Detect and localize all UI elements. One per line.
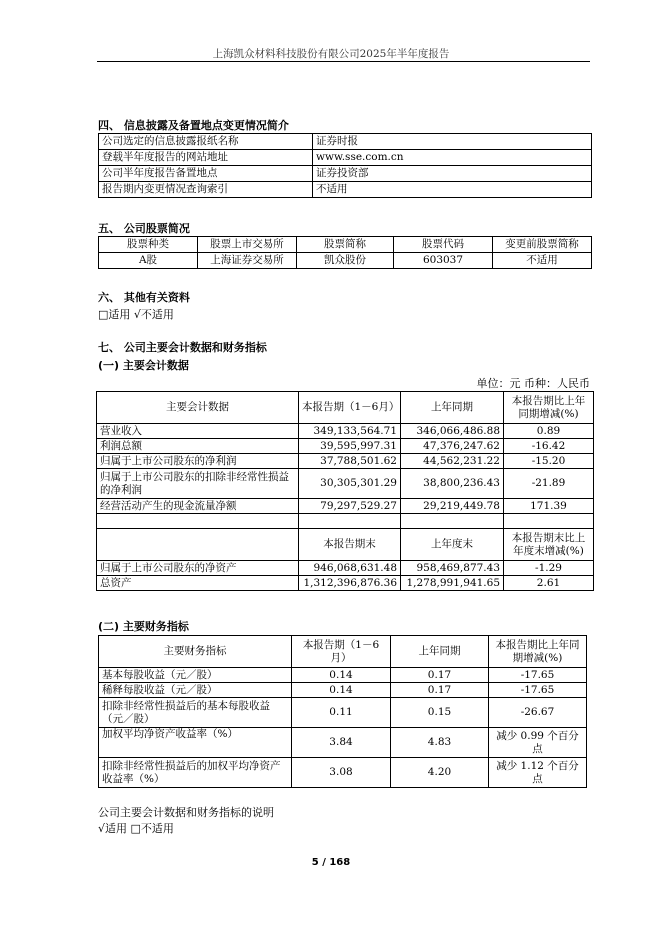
prior-value: 1,278,991,941.65 <box>401 576 504 591</box>
row-label: 扣除非经常性损益后的加权平均净资产收益率（%） <box>99 758 292 788</box>
change-value: -21.89 <box>504 469 594 499</box>
note-option: √适用 □不适用 <box>98 822 174 835</box>
current-value: 946,068,631.48 <box>299 561 401 576</box>
table-row <box>99 698 587 728</box>
change-value: -1.29 <box>504 561 594 576</box>
disclosure-value: www.sse.com.cn <box>313 150 592 166</box>
table-header-row <box>99 237 592 253</box>
table-row <box>99 134 592 150</box>
table-row <box>99 668 587 683</box>
change-value: 减少 0.99 个百分点 <box>489 728 587 758</box>
stock-abbrev: 凯众股份 <box>297 253 394 269</box>
header-rule <box>97 61 590 62</box>
table-row <box>99 182 592 198</box>
current-value: 0.14 <box>292 683 391 698</box>
table-row <box>99 683 587 698</box>
stock-previous-abbrev: 不适用 <box>493 253 592 269</box>
column-header: 本报告期比上年同期增减(%) <box>504 392 594 424</box>
prior-value: 44,562,231.22 <box>401 454 504 469</box>
table-row <box>97 561 594 576</box>
table-row <box>97 576 594 591</box>
row-label: 扣除非经常性损益后的基本每股收益（元／股） <box>99 698 292 728</box>
row-label: 总资产 <box>97 576 299 591</box>
table-header-row <box>97 392 594 424</box>
current-value: 349,133,564.71 <box>299 424 401 439</box>
table-row <box>99 728 587 758</box>
prior-value: 0.17 <box>391 683 489 698</box>
column-header: 上年同期 <box>401 392 504 424</box>
change-value: 0.89 <box>504 424 594 439</box>
change-value: -17.65 <box>489 683 587 698</box>
prior-value: 47,376,247.62 <box>401 439 504 454</box>
change-value: -26.67 <box>489 698 587 728</box>
column-header: 主要会计数据 <box>97 392 299 424</box>
column-header: 变更前股票简称 <box>493 237 592 253</box>
section5-title: 五、 公司股票简况 <box>98 222 190 235</box>
accounting-data-table <box>96 391 594 591</box>
prior-value: 0.17 <box>391 668 489 683</box>
table-row <box>97 469 594 499</box>
current-value: 0.11 <box>292 698 391 728</box>
stock-table <box>98 236 592 269</box>
note-title: 公司主要会计数据和财务指标的说明 <box>98 806 274 819</box>
page-header: 上海凯众材料科技股份有限公司2025年半年度报告 <box>212 48 450 60</box>
disclosure-table <box>98 133 592 198</box>
current-value: 37,788,501.62 <box>299 454 401 469</box>
disclosure-value: 证券投资部 <box>313 166 592 182</box>
prior-value: 4.83 <box>391 728 489 758</box>
table-header-row <box>97 529 594 561</box>
column-header: 股票上市交易所 <box>198 237 297 253</box>
row-label: 利润总额 <box>97 439 299 454</box>
stock-type: A股 <box>99 253 198 269</box>
table-row <box>99 150 592 166</box>
table-row <box>97 499 594 514</box>
column-header: 本报告期比上年同期增减(%) <box>489 636 587 668</box>
column-header: 股票种类 <box>99 237 198 253</box>
table-row <box>99 758 587 788</box>
row-label: 经营活动产生的现金流量净额 <box>97 499 299 514</box>
prior-value: 346,066,486.88 <box>401 424 504 439</box>
current-value: 3.08 <box>292 758 391 788</box>
change-value: -17.65 <box>489 668 587 683</box>
column-header: 本报告期（1－6月） <box>299 392 401 424</box>
change-value: -15.20 <box>504 454 594 469</box>
current-value: 3.84 <box>292 728 391 758</box>
subsection2-title: (二) 主要财务指标 <box>98 620 189 633</box>
section7-title: 七、 公司主要会计数据和财务指标 <box>98 341 267 354</box>
stock-exchange: 上海证券交易所 <box>198 253 297 269</box>
section6-title: 六、 其他有关资料 <box>98 291 190 304</box>
row-label: 归属于上市公司股东的扣除非经常性损益的净利润 <box>97 469 299 499</box>
disclosure-value: 证券时报 <box>313 134 592 150</box>
row-label: 归属于上市公司股东的净资产 <box>97 561 299 576</box>
table-spacer-row <box>97 514 594 529</box>
prior-value: 0.15 <box>391 698 489 728</box>
change-value: 减少 1.12 个百分点 <box>489 758 587 788</box>
disclosure-label: 公司选定的信息披露报纸名称 <box>99 134 313 150</box>
current-value: 1,312,396,876.36 <box>299 576 401 591</box>
change-value: 171.39 <box>504 499 594 514</box>
column-header: 主要财务指标 <box>99 636 292 668</box>
column-header: 上年度末 <box>401 529 504 561</box>
table-row <box>97 454 594 469</box>
row-label: 归属于上市公司股东的净利润 <box>97 454 299 469</box>
disclosure-value: 不适用 <box>313 182 592 198</box>
table-row <box>97 439 594 454</box>
prior-value: 29,219,449.78 <box>401 499 504 514</box>
change-value: -16.42 <box>504 439 594 454</box>
unit-label: 单位：元 币种：人民币 <box>476 377 590 390</box>
subsection1-title: (一) 主要会计数据 <box>98 359 189 372</box>
disclosure-label: 报告期内变更情况查询索引 <box>99 182 313 198</box>
column-header: 上年同期 <box>391 636 489 668</box>
change-value: 2.61 <box>504 576 594 591</box>
column-header <box>97 529 299 561</box>
row-label: 加权平均净资产收益率（%） <box>99 728 292 758</box>
table-row <box>99 253 592 269</box>
prior-value: 38,800,236.43 <box>401 469 504 499</box>
table-row <box>97 424 594 439</box>
column-header: 本报告期末比上年度末增减(%) <box>504 529 594 561</box>
row-label: 稀释每股收益（元／股） <box>99 683 292 698</box>
financial-indicators-table <box>98 635 587 788</box>
stock-code: 603037 <box>394 253 493 269</box>
prior-value: 4.20 <box>391 758 489 788</box>
current-value: 39,595,997.31 <box>299 439 401 454</box>
column-header: 股票简称 <box>297 237 394 253</box>
section6-option: □适用 √不适用 <box>98 308 174 321</box>
row-label: 营业收入 <box>97 424 299 439</box>
section4-title: 四、 信息披露及备置地点变更情况简介 <box>98 119 289 132</box>
row-label: 基本每股收益（元／股） <box>99 668 292 683</box>
current-value: 30,305,301.29 <box>299 469 401 499</box>
disclosure-label: 公司半年度报告备置地点 <box>99 166 313 182</box>
current-value: 79,297,529.27 <box>299 499 401 514</box>
column-header: 本报告期（1－6月） <box>292 636 391 668</box>
disclosure-label: 登载半年度报告的网站地址 <box>99 150 313 166</box>
table-header-row <box>99 636 587 668</box>
table-row <box>99 166 592 182</box>
page-number: 5 / 168 <box>311 857 351 868</box>
prior-value: 958,469,877.43 <box>401 561 504 576</box>
column-header: 本报告期末 <box>299 529 401 561</box>
column-header: 股票代码 <box>394 237 493 253</box>
current-value: 0.14 <box>292 668 391 683</box>
